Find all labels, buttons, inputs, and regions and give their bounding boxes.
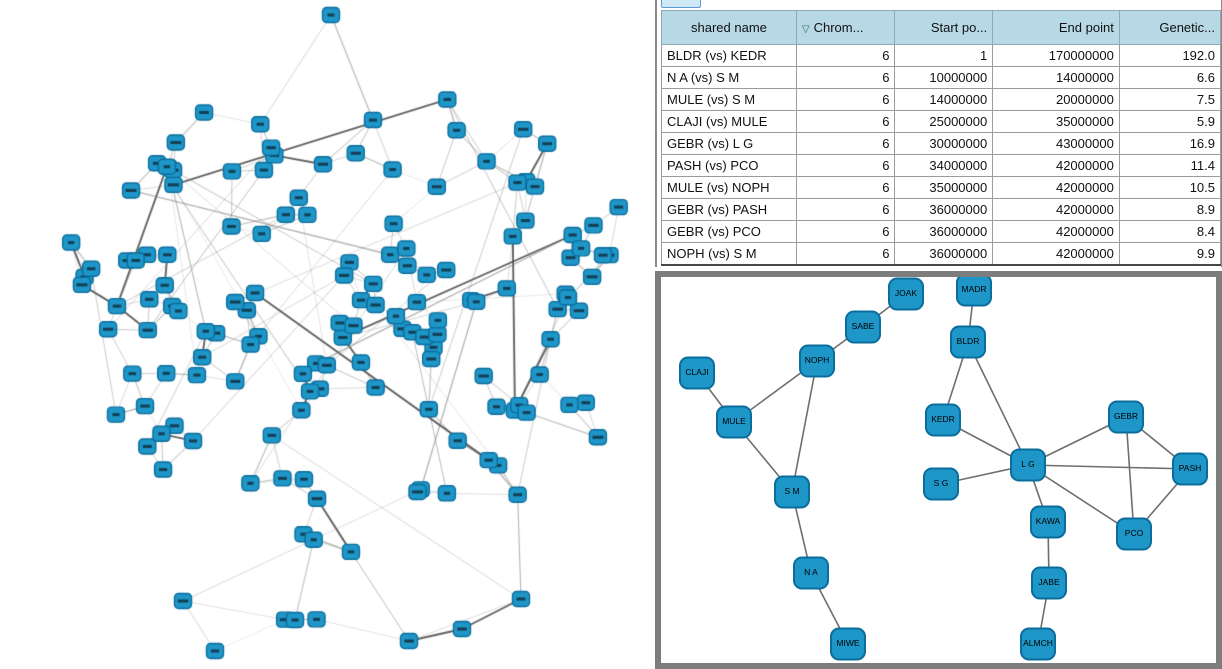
column-header-label: Chrom... [813, 20, 864, 35]
network-node-S-M[interactable] [775, 477, 809, 508]
network-node-label: N A [804, 567, 818, 577]
table-cell: CLAJI (vs) MULE [662, 111, 797, 133]
table-cell: NOPH (vs) S M [662, 243, 797, 266]
table-cell: 6 [796, 111, 895, 133]
table-cell: 7.5 [1119, 89, 1220, 111]
table-cell: 11.4 [1119, 155, 1220, 177]
table-row[interactable] [662, 243, 1221, 266]
table-row[interactable] [662, 133, 1221, 155]
table-cell: 35000000 [993, 111, 1120, 133]
network-node-KAWA[interactable] [1031, 507, 1065, 538]
table-mini-tab[interactable] [661, 0, 701, 8]
column-header-label: End point [1058, 20, 1114, 35]
table-cell: 6 [796, 155, 895, 177]
network-node-label: PCO [1124, 528, 1144, 538]
table-cell: 6 [796, 221, 895, 243]
network-node-JABE[interactable] [1032, 568, 1066, 599]
table-cell: 5.9 [1119, 111, 1220, 133]
network-node-KEDR[interactable] [926, 405, 960, 436]
column-header-shared-name[interactable] [662, 11, 797, 45]
network-node-label: NOPH [804, 355, 830, 365]
network-edge-NOPH-S-M[interactable] [792, 361, 817, 492]
table-cell: GEBR (vs) PCO [662, 221, 797, 243]
network-node-label: SABE [851, 321, 875, 331]
network-edge-L-G-PASH[interactable] [1028, 465, 1190, 469]
network-node-JOAK[interactable] [889, 279, 923, 310]
table-cell: 36000000 [895, 199, 993, 221]
table-cell: 6 [796, 133, 895, 155]
table-row[interactable] [662, 221, 1221, 243]
table-cell: N A (vs) S M [662, 67, 797, 89]
table-cell: 6 [796, 45, 895, 67]
table-cell: 10000000 [895, 67, 993, 89]
network-node-label: JABE [1038, 577, 1060, 587]
network-node-label: L G [1021, 459, 1035, 469]
detail-network-view[interactable] [661, 277, 1216, 663]
network-node-NOPH[interactable] [800, 346, 834, 377]
table-row[interactable] [662, 199, 1221, 221]
network-node-S-G[interactable] [924, 469, 958, 500]
network-node-MIWE[interactable] [831, 629, 865, 660]
network-node-label: BLDR [956, 336, 980, 346]
detail-network-panel [655, 271, 1222, 669]
network-node-label: JOAK [894, 288, 918, 298]
table-cell: 42000000 [993, 199, 1120, 221]
table-cell: 6 [796, 243, 895, 266]
network-edge-BLDR-L-G[interactable] [968, 342, 1028, 465]
table-row[interactable] [662, 177, 1221, 199]
edge-attribute-table-panel [655, 0, 1222, 267]
table-cell: 43000000 [993, 133, 1120, 155]
table-cell: 14000000 [895, 89, 993, 111]
network-node-ALMCH[interactable] [1021, 629, 1055, 660]
table-cell: 25000000 [895, 111, 993, 133]
table-cell: 14000000 [993, 67, 1120, 89]
table-cell: 36000000 [895, 243, 993, 266]
network-node-label: CLAJI [685, 367, 709, 377]
table-cell: 20000000 [993, 89, 1120, 111]
table-cell: 6 [796, 199, 895, 221]
column-header-label: Genetic... [1159, 20, 1215, 35]
table-cell: PASH (vs) PCO [662, 155, 797, 177]
table-cell: 6 [796, 177, 895, 199]
edge-attribute-table [661, 10, 1221, 266]
table-row[interactable] [662, 89, 1221, 111]
table-cell: 34000000 [895, 155, 993, 177]
network-node-N-A[interactable] [794, 558, 828, 589]
column-header-start-po---[interactable] [895, 11, 993, 45]
network-node-PCO[interactable] [1117, 519, 1151, 550]
network-node-label: KEDR [931, 414, 955, 424]
network-node-GEBR[interactable] [1109, 402, 1143, 433]
network-node-label: MADR [961, 284, 987, 294]
table-cell: 170000000 [993, 45, 1120, 67]
table-cell: 8.9 [1119, 199, 1220, 221]
table-cell: 8.4 [1119, 221, 1220, 243]
table-cell: MULE (vs) S M [662, 89, 797, 111]
column-header-genetic---[interactable] [1119, 11, 1220, 45]
network-edge-GEBR-PCO[interactable] [1126, 417, 1134, 534]
network-node-MADR[interactable] [957, 277, 991, 306]
table-cell: 1 [895, 45, 993, 67]
table-cell: 9.9 [1119, 243, 1220, 266]
table-cell: 192.0 [1119, 45, 1220, 67]
table-row[interactable] [662, 67, 1221, 89]
network-node-BLDR[interactable] [951, 327, 985, 358]
column-header-chrom---[interactable] [796, 11, 895, 45]
table-cell: 16.9 [1119, 133, 1220, 155]
table-cell: MULE (vs) NOPH [662, 177, 797, 199]
network-node-label: KAWA [1035, 516, 1061, 526]
network-node-label: GEBR [1113, 411, 1139, 421]
network-node-SABE[interactable] [846, 312, 880, 343]
table-cell: 30000000 [895, 133, 993, 155]
network-node-MULE[interactable] [717, 407, 751, 438]
table-cell: 6.6 [1119, 67, 1220, 89]
table-cell: 42000000 [993, 243, 1120, 266]
table-cell: 42000000 [993, 221, 1120, 243]
table-cell: 42000000 [993, 155, 1120, 177]
filter-funnel-icon[interactable]: ▽ [801, 24, 810, 35]
table-row[interactable] [662, 111, 1221, 133]
network-node-label: S M [784, 486, 800, 496]
network-node-PASH[interactable] [1173, 454, 1207, 485]
table-cell: 42000000 [993, 177, 1120, 199]
table-cell: BLDR (vs) KEDR [662, 45, 797, 67]
table-cell: 36000000 [895, 221, 993, 243]
network-node-CLAJI[interactable] [680, 358, 714, 389]
table-cell: 6 [796, 89, 895, 111]
table-cell: 6 [796, 67, 895, 89]
column-header-label: shared name [691, 20, 767, 35]
table-header-row [662, 11, 1221, 45]
column-header-end-point[interactable] [993, 11, 1120, 45]
network-node-label: S G [933, 478, 949, 488]
network-node-label: MIWE [836, 638, 860, 648]
network-node-L-G[interactable] [1011, 450, 1045, 481]
table-row[interactable] [662, 155, 1221, 177]
network-node-label: ALMCH [1023, 638, 1053, 648]
table-row[interactable] [662, 45, 1221, 67]
table-cell: GEBR (vs) L G [662, 133, 797, 155]
column-header-label: Start po... [930, 20, 988, 35]
table-cell: 10.5 [1119, 177, 1220, 199]
network-node-label: MULE [722, 416, 746, 426]
table-cell: GEBR (vs) PASH [662, 199, 797, 221]
table-cell: 35000000 [895, 177, 993, 199]
network-node-label: PASH [1178, 463, 1202, 473]
